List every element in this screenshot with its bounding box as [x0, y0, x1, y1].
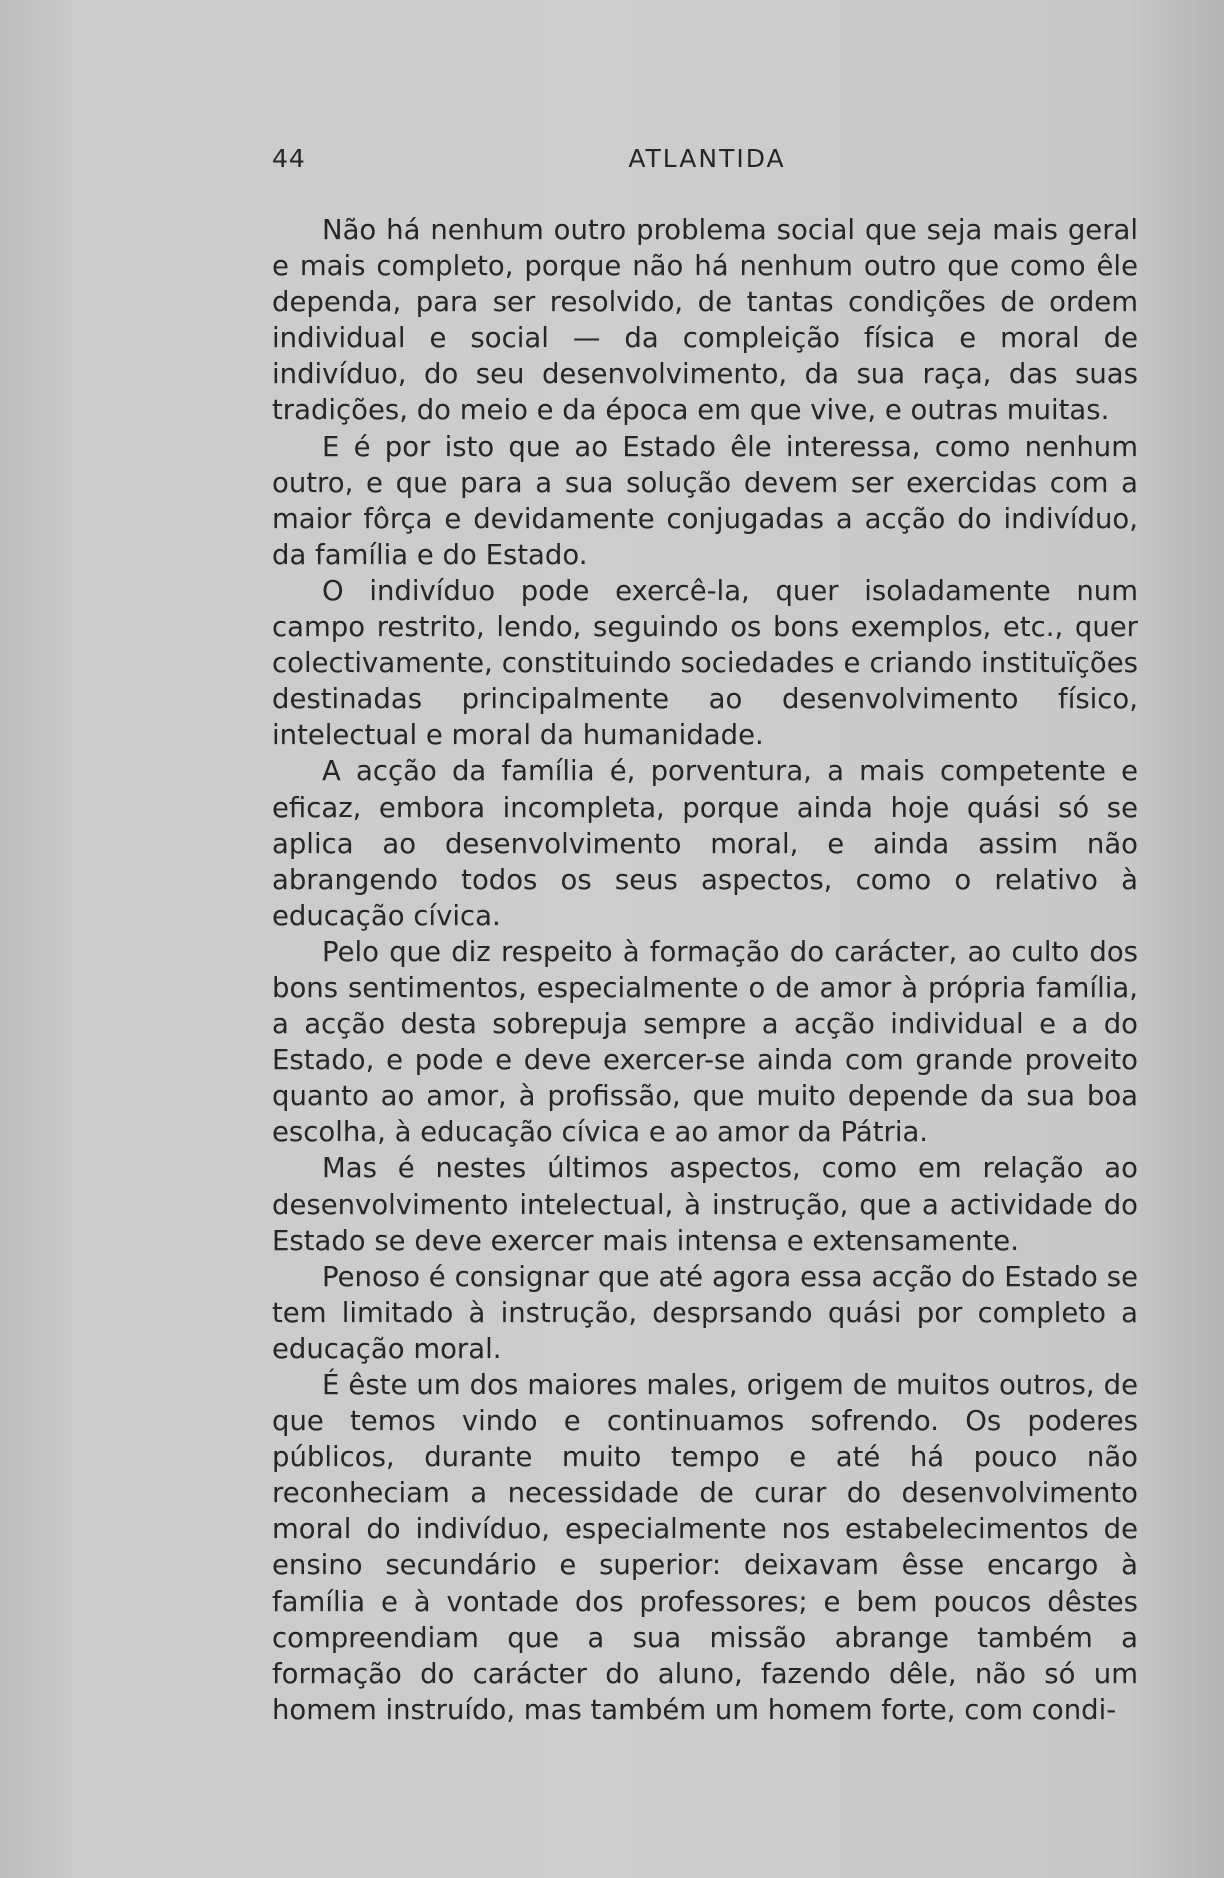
paragraph: O indivíduo pode exercê-la, quer isoladamente num campo restrito, lendo, seguindo os bons exemplos, etc., quer colectivamente, constituindo sociedades e criando instituïções destinadas principalmente ao desenvolvimento físico, intelectual e moral da humanidade. [272, 574, 1138, 752]
body-text [272, 212, 1138, 1728]
paragraph: Não há nenhum outro problema social que seja mais geral e mais completo, porque não há nenhum outro que como êle dependa, para ser resolvido, de tantas condições de ordem individual e social — da compleição física e moral de indivíduo, do seu desenvolvimento, da sua raça, das suas tradições, do meio e da época em que vive, e outras muitas. [272, 214, 1138, 427]
paragraph: A acção da família é, porventura, a mais competente e eficaz, embora incompleta, porque ainda hoje quási só se aplica ao desenvolvimento moral, e ainda assim não abrangendo todos os seus aspectos, como o relativo à educação cívica. [272, 755, 1138, 932]
paragraph: Mas é nestes últimos aspectos, como em relação ao desenvolvimento intelectual, à instrução, que a actividade do Estado se deve exercer mais intensa e extensamente. [272, 1152, 1138, 1257]
page-number: 44 [272, 144, 306, 173]
page-header [272, 144, 1142, 176]
paragraph: E é por isto que ao Estado êle interessa, como nenhum outro, e que para a sua solução devem ser exercidas com a maior fôrça e devidamente conjugadas a acção do indivíduo, da família e do Estado. [272, 430, 1138, 571]
running-title: ATLANTIDA [628, 144, 786, 173]
paragraph: Pelo que diz respeito à formação do carácter, ao culto dos bons sentimentos, especialmente o de amor à própria família, a acção desta sobrepuja sempre a acção individual e a do Estado, e pode e deve exercer-se ainda com grande proveito quanto ao amor, à profissão, que muito depende da sua boa escolha, à educação cívica e ao amor da Pátria. [272, 935, 1138, 1149]
paragraph: É êste um dos maiores males, origem de muitos outros, de que temos vindo e continuamos sofrendo. Os poderes públicos, durante muito tempo e até há pouco não reconheciam a necessidade de curar do desenvolvimento moral do indivíduo, especialmente nos estabelecimentos de ensino secundário e superior: deixavam êsse encargo à família e à vontade dos professores; e bem poucos dêstes compreendiam que a sua missão abrange também a formação do carácter do aluno, fazendo dêle, não só um homem instruído, mas também um homem forte, com condi- [272, 1369, 1138, 1726]
paragraph: Penoso é consignar que até agora essa acção do Estado se tem limitado à instrução, desprsando quási por completo a educação moral. [272, 1260, 1138, 1365]
